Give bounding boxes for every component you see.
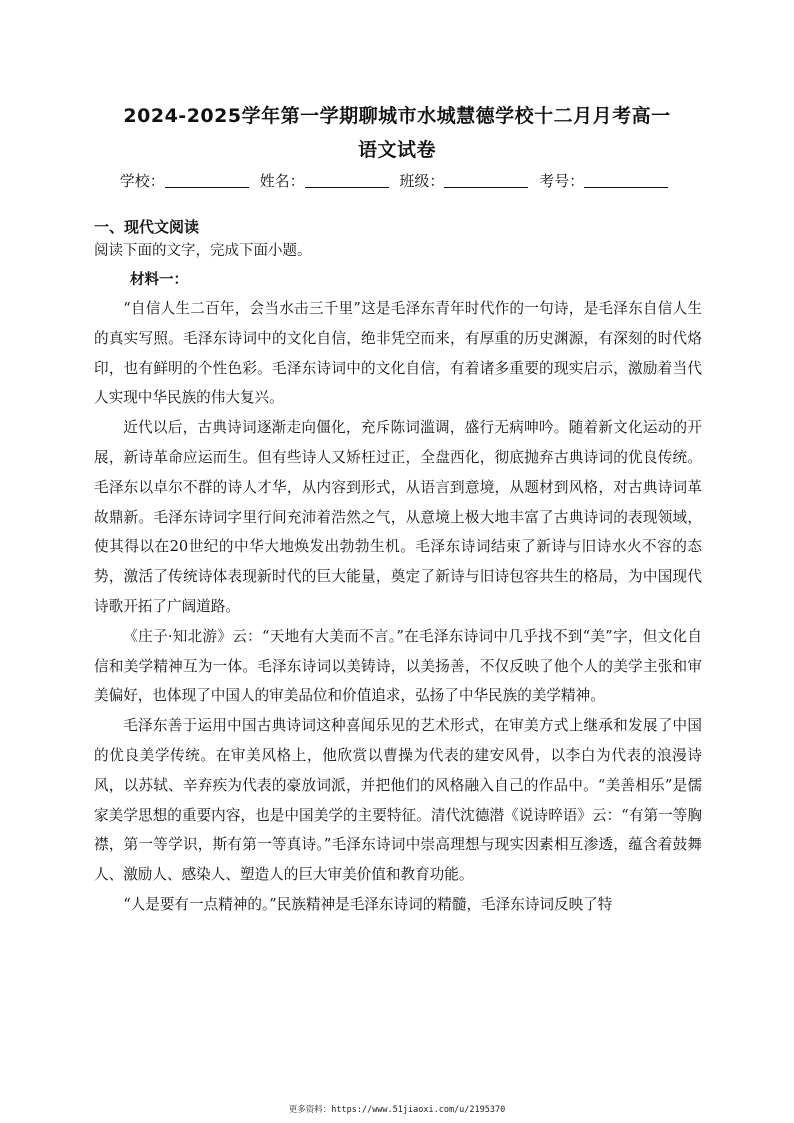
class-label: 班级： — [399, 172, 445, 190]
paragraph: 毛泽东善于运用中国古典诗词这种喜闻乐见的艺术形式，在审美方式上继承和发展了中国的优良美学传统。在审美风格上，他欣赏以曹操为代表的建安风骨，以李白为代表的浪漫诗风，以苏轼、辛弃疾为代表的豪放词派，并把他们的风格融入自己的作品中。“美善相乐”是儒家美学思想的重要内容，也是中国美学的主要特征。清代沈德潜《说诗晬语》云：“有第一等胸襟，第一等学识，斯有第一等真诗。”毛泽东诗词中崇高理想与现实因素相互渗透，蕴含着鼓舞人、激励人、感染人、塑造人的巨大审美价值和教育功能。 — [94, 717, 702, 884]
footer-source-link[interactable]: 更多资料：https://www.51jiaoxi.com/u/2195370 — [288, 1105, 506, 1115]
reading-passage — [94, 294, 702, 920]
section-heading: 一、现代文阅读 — [94, 218, 200, 236]
paragraph: “人是要有一点精神的。”民族精神是毛泽东诗词的精髓，毛泽东诗词反映了特 — [123, 895, 613, 913]
student-info-row — [0, 170, 794, 191]
exam-subtitle: 语文试卷 — [357, 139, 436, 161]
class-blank[interactable] — [444, 173, 528, 188]
name-blank[interactable] — [305, 173, 389, 188]
school-label: 学校： — [119, 172, 165, 190]
paragraph: 《庄子·知北游》云：“天地有大美而不言。”在毛泽东诗词中几乎找不到“美”字，但文化自信和美学精神互为一体。毛泽东诗词以美铸诗，以美扬善，不仅反映了他个人的美学主张和审美偏好，也体现了中国人的审美品位和价值追求，弘扬了中华民族的美学精神。 — [94, 627, 702, 705]
exam-title: 2024-2025学年第一学期聊城市水城慧德学校十二月月考高一 — [123, 105, 671, 127]
school-blank[interactable] — [165, 173, 249, 188]
exam-number-blank[interactable] — [584, 173, 668, 188]
paragraph: 近代以后，古典诗词逐渐走向僵化，充斥陈词滥调，盛行无病呻吟。随着新文化运动的开展，新诗革命应运而生。但有些诗人又矫枉过正，全盘西化，彻底抛弃古典诗词的优良传统。毛泽东以卓尔不群的诗人才华，从内容到形式，从语言到意境，从题材到风格，对古典诗词革故鼎新。毛泽东诗词字里行间充沛着浩然之气，从意境上极大地丰富了古典诗词的表现领域，使其得以在20世纪的中华大地焕发出勃勃生机。毛泽东诗词结束了新诗与旧诗水火不容的态势，激活了传统诗体表现新时代的巨大能量，奠定了新诗与旧诗包容共生的格局，为中国现代诗歌开拓了广阔道路。 — [94, 419, 702, 615]
instruction-text: 阅读下面的文字，完成下面小题。 — [94, 243, 312, 259]
paragraph: “自信人生二百年，会当水击三千里”这是毛泽东青年时代作的一句诗，是毛泽东自信人生的真实写照。毛泽东诗词中的文化自信，绝非凭空而来，有厚重的历史渊源，有深刻的时代烙印，也有鲜明的个性色彩。毛泽东诗词中的文化自信，有着诸多重要的现实启示，激励着当代人实现中华民族的伟大复兴。 — [94, 300, 702, 407]
name-label: 姓名： — [259, 172, 305, 190]
exam-number-label: 考号： — [539, 172, 585, 190]
material-label: 材料一： — [130, 272, 188, 288]
